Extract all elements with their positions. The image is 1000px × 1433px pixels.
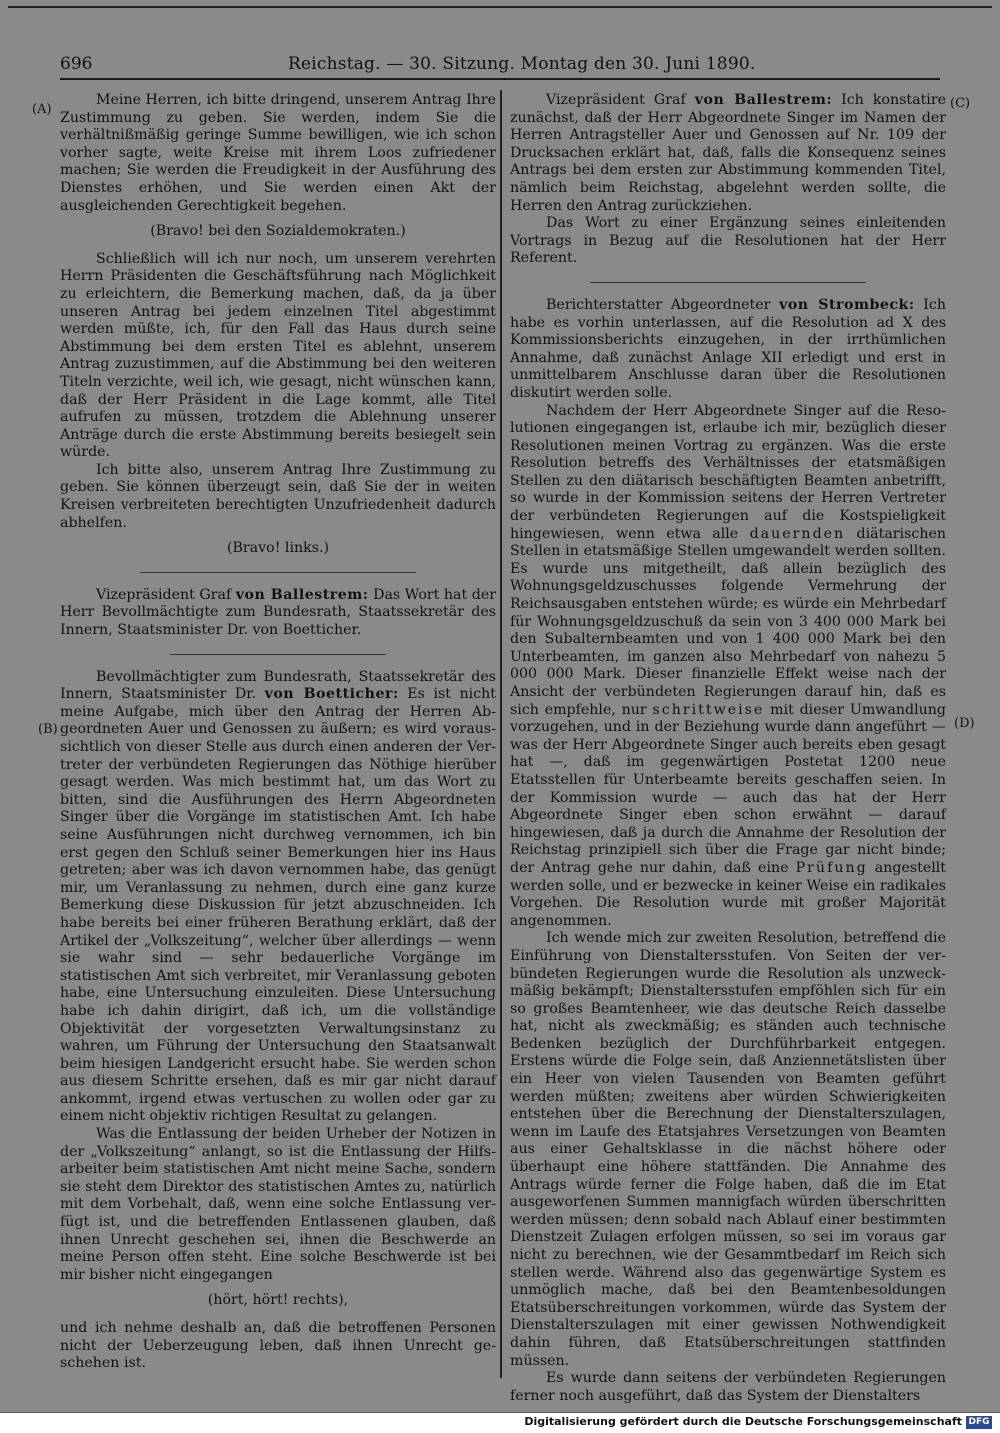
text: Nachdem der Herr Abgeordnete Singer auf die Resolutionen eingegangen ist, erlaube ich mir, bezüglich dieser Resolutionen meinen Vortrag zu ergänzen. Was die erste Resolution betreffs des Verhältnisses der etatsmäßigen Stellen zu den diätarisch beschäftigten Beamten anbetrifft, so wurde in der Kommission seitens der Herren Vertreter der verbündeten Regierungen auf die Kostspieligkeit hingewiesen, wenn etwa alle bbox=[510, 402, 946, 542]
speaker-paragraph bbox=[510, 297, 946, 403]
paragraph: Es wurde dann seitens der verbündeten Regierungen ferner noch ausgeführt, daß das System der Dienstalters bbox=[510, 1370, 946, 1404]
emphasis: dauernden bbox=[749, 525, 846, 542]
text: Berichterstatter Abgeordneter bbox=[546, 296, 780, 313]
separator-line bbox=[590, 282, 866, 283]
speaker-paragraph bbox=[60, 669, 496, 1126]
speaker-paragraph bbox=[60, 587, 496, 640]
reaction: (Bravo! bei den Sozialdemokraten.) bbox=[150, 223, 406, 240]
text: mit dieser Umwandlung vorzugehen, und in der Beziehung wurde dann angeführt — was der Herr Abgeordnete Singer auch bereits eben gesagt hat —, daß im gegenwärtigen Postetat 1200 neue Etatsstellen für Unterbeamte bereits geschaffen seien. In der Kommission wurde — auch das hat der Herr Abgeordnete Singer eben schon erwähnt — darauf hingewiesen, daß ja durch die Annahme der Resolution der Reichstag prinzipiell sich über die Frage gar nicht binde; der Antrag gehe nur dahin, daß eine bbox=[510, 701, 946, 876]
margin-marker-b: (B) bbox=[38, 722, 58, 737]
paragraph: Meine Herren, ich bitte dringend, unserem Antrag Ihre Zustimmung zu geben. Sie werden, indem Sie die verhältnißmäßig geringe Summe bewilligen, wie ich schon vorher sagte, weite Kreise mit ihrem Loos zufriedener machen; Sie werden die Freudigkeit in der Ausführung des Dienstes erhöhen, und Sie werden einen Akt der ausgleichenden Gerechtigkeit begehen. bbox=[60, 92, 496, 214]
separator-line bbox=[170, 654, 386, 655]
text: Vizepräsident Graf bbox=[96, 586, 236, 603]
header-rule bbox=[60, 78, 940, 80]
text: diätarischen Stellen in etatsmäßige Stellen umgewandelt werden sollten. Es wurde uns mitgetheilt, daß allein bezüglich des Wohnungsgeldzuschusses folgende Vermehrung der Reichsausgaben entstehen würde; es würde ein Mehrbedarf für Wohnungsgeldzuschuß da sein von 3 400 000 Mark bei den Subalternbeamten und von 1 400 000 Mark bei den Unterbeamten, im ganzen also Mehrbedarf von nahezu 5 000 000 Mark. Dieser finanzielle Effekt weise nach der Ansicht der verbündeten Regierungen darauf hin, daß es sich empfehle, nur bbox=[510, 525, 946, 718]
right-column bbox=[510, 92, 946, 1405]
dfg-logo: DFG bbox=[966, 1416, 992, 1429]
reaction: (hört, hört! rechts), bbox=[207, 1292, 349, 1309]
speaker-paragraph bbox=[510, 92, 946, 215]
speaker-name: von Boetticher: bbox=[264, 686, 399, 703]
paragraph: und ich nehme deshalb an, daß die betroffenen Personen nicht der Ueberzeugung leben, daß ihnen Unrecht geschehen ist. bbox=[60, 1320, 496, 1372]
speaker-name: von Ballestrem: bbox=[235, 586, 369, 603]
separator-line bbox=[140, 572, 416, 573]
paragraph: Ich wende mich zur zweiten Resolution, betreffend die Einführung von Dienstaltersstufen. Von Seiten der verbündeten Regierungen wurde die Resolution als unzweckmäßig bekämpft; Dienstaltersstufen empföhlen sich für ein so großes Beamtenheer, wie das deutsche Reich dasselbe hat, nicht als zweckmäßig; es ständen auch technische Bedenken bezüglich der Durchführbarkeit entgegen. Erstens würde die Folge sein, daß Anziennetätslisten über ein Heer von vielen Tausenden von Beamten geführt werden müßten; zweitens aber würden Schwierigkeiten entstehen über die Berechnung der Dienstalterszulagen, wenn im Laufe des Etatsjahres Versetzungen von Beamten aus einer Gehaltsklasse in die nächst höhere oder überhaupt eine höhere stattfänden. Die Annahme des Antrags würde ferner die Folge haben, daß die im Etat ausgeworfenen Summen mannigfach würden überschritten werden müssen; denn sobald nach Ablauf einer bestimmten Dienstzeit Zulagen erfolgen müssen, so sei im voraus gar nicht zu berechnen, wie der Gesammtbedarf im Reich sich stellen werde. Während also das gegenwärtige System es unmöglich mache, daß bei den Beamtenbesoldungen Etatsüberschreitungen vorkommen, würde das System der Dienstalterszulagen mit einer gewissen Nothwendigkeit dahin führen, daß Etatsüberschreitungen stattfinden müssen. bbox=[510, 930, 946, 1369]
emphasis: schrittweise bbox=[652, 701, 765, 718]
paragraph: Was die Entlassung der beiden Urheber der Notizen in der „Volkszeitung“ anlangt, so ist die Entlassung der Hilfsarbeiter beim statistischen Amt nicht meine Sache, sondern sie steht dem Direktor des statistischen Amtes zu, natürlich mit dem Vorbehalt, daß, wenn eine solche Entlassung verfügt ist, und die betreffenden Entlassenen glauben, daß ihnen Unrecht geschehen sei, ihnen die Beschwerde an meine Person offen steht. Eine solche Beschwerde ist bei mir bisher nicht eingegangen bbox=[60, 1126, 496, 1283]
running-title: Reichstag. — 30. Sitzung. Montag den 30. Juni 1890. bbox=[288, 54, 756, 74]
paragraph bbox=[510, 403, 946, 931]
speaker-name: von Strombeck: bbox=[779, 296, 915, 313]
text: Ich habe es vorhin unterlassen, auf die Resolution ad X des Kommissionsberichts einzugehen, in der irrthümlichen Annahme, daß zunächst Anlage XII erledigt und erst in unmittelbarem Anschlusse daran über die Resolutionen diskutirt werden solle. bbox=[510, 296, 946, 401]
page-number: 696 bbox=[60, 54, 93, 74]
paragraph: Das Wort zu einer Ergänzung seines einleitenden Vortrags in Bezug auf die Resolutionen hat der Herr Referent. bbox=[510, 215, 946, 267]
funding-credit: Digitalisierung gefördert durch die Deutsche Forschungsgemeinschaft bbox=[524, 1415, 962, 1428]
emphasis: Prüfung bbox=[795, 859, 868, 876]
left-column bbox=[60, 92, 496, 1373]
top-border bbox=[8, 6, 992, 8]
text: Bevollmächtigter zum Bundesrath, Staatssekretär des Innern, Staatsminister Dr. bbox=[60, 668, 496, 703]
margin-marker-c: (C) bbox=[950, 96, 971, 111]
text: Vizepräsident Graf bbox=[546, 92, 695, 108]
paragraph: Schließlich will ich nur noch, um unserem verehrten Herrn Präsidenten die Geschäftsführung nach Möglichkeit zu erleichtern, die Bemerkung machen, daß, da ja über unseren Antrag bei jedem einzelnen Titel abgestimmt werden müßte, ich, für den Fall das Haus durch seine Abstimmung bei dem ersten Titel es ablehnt, unserem Antrag zuzustimmen, auf die Abstimmung bei den weiteren Titeln verzichte, weil ich, wie gesagt, nicht wünschen kann, daß der Herr Präsident in die Lage kommt, alle Titel aufrufen zu müssen, trotzdem die Ablehnung unserer Anträge durch die erste Abstimmung bereits besiegelt sein würde. bbox=[60, 250, 496, 461]
footer-bar bbox=[0, 1412, 1000, 1433]
page-header bbox=[60, 50, 940, 80]
text: angestellt werden solle, und er bezwecke in keiner Weise ein radikales Vorgehen. Die Resolution wurde mit großer Majorität angenommen. bbox=[510, 859, 946, 929]
reaction: (Bravo! links.) bbox=[226, 540, 330, 557]
paragraph: Ich bitte also, unserem Antrag Ihre Zustimmung zu geben. Sie können überzeugt sein, daß Sie der in weiten Kreisen verbreiteten berechtigten Unzufriedenheit dadurch abhelfen. bbox=[60, 461, 496, 531]
column-divider bbox=[500, 90, 502, 1378]
text: Das Wort hat der Herr Bevollmächtigte zum Bundesrath, Staatssekretär des Innern, Staatsminister Dr. von Boetticher. bbox=[60, 586, 496, 639]
margin-marker-d: (D) bbox=[954, 716, 975, 731]
margin-marker-a: (A) bbox=[32, 102, 52, 117]
text: Es ist nicht meine Aufgabe, mich über den Antrag der Herren Abgeordneten Auer und Genossen zu äußern; es wird voraussichtlich von dieser Stelle aus durch einen anderen der Vertreter der verbündeten Regierungen das Nöthige hierüber gesagt werden. Was mich bestimmt hat, um das Wort zu bitten, sind die Ausführungen des Herrn Abgeordneten Singer über die Vorgänge im statistischen Amt. Ich habe seine Ausführungen nicht durchweg vernommen, ich bin erst gegen den Schluß seiner Bemerkungen hier ins Haus getreten; aber was ich davon vernommen habe, das genügt mir, um Veranlassung zu nehmen, durch eine ganz kurze Bemerkung diese Diskussion für jetzt abzuschneiden. Ich habe bereits bei einer früheren Berathung erklärt, daß der Artikel der „Volkszeitung“, welcher über allerdings — wenn sie wahr sind — sehr bedauerliche Vorgänge im statistischen Amt sich verbreitet, mir Veranlassung geboten habe, eine Untersuchung einzuleiten. Diese Untersuchung habe ich dahin dirigirt, daß ich, um die vollständige Objektivität der vorgesetzten Verwaltungsinstanz zu wahren, um Führung der Untersuchung den Staatsanwalt beim hiesigen Landgericht ersucht habe. Sie werden schon aus diesem Schritte ersehen, daß es mir gar nicht darauf ankommt, irgend etwas vertuschen zu wollen oder gar zu einem nicht objektiv richtigen Resultat zu gelangen. bbox=[60, 686, 496, 1125]
text: Ich konstatire zunächst, daß der Herr Abgeordnete Singer im Namen der Herren Antragsteller Auer und Genossen auf Nr. 109 der Drucksachen erklärt hat, daß, falls die Konsequenz seines Antrags bei dem ersten zur Abstimmung kommenden Titel, nämlich beim Reichstag, abgelehnt werden sollte, die Herren den Antrag zurückziehen. bbox=[510, 92, 946, 214]
speaker-name: von Ballestrem: bbox=[694, 92, 833, 108]
